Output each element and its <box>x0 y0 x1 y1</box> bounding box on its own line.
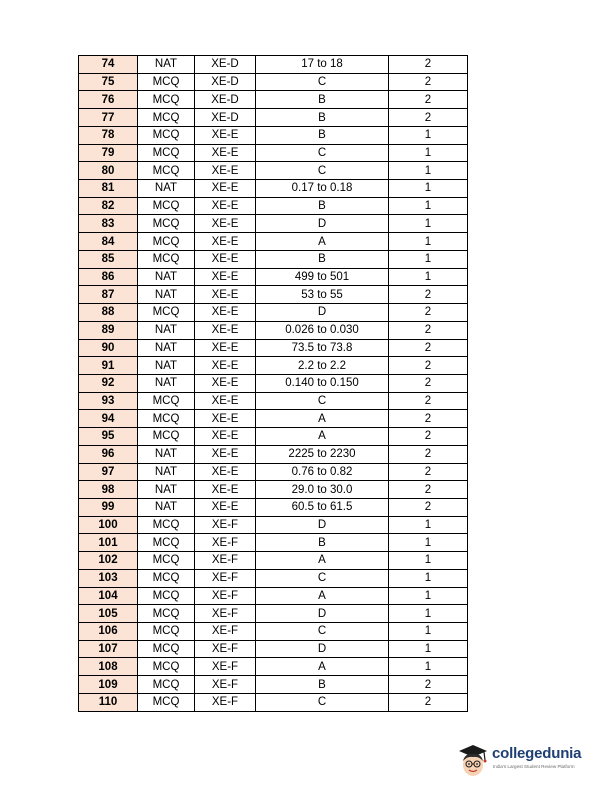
question-number-cell: 76 <box>79 91 138 109</box>
question-type-cell: MCQ <box>138 162 195 180</box>
question-number-cell: 87 <box>79 286 138 304</box>
question-type-cell: MCQ <box>138 392 195 410</box>
section-cell: XE-F <box>195 658 256 676</box>
question-number-cell: 98 <box>79 481 138 499</box>
section-cell: XE-E <box>195 392 256 410</box>
marks-cell: 2 <box>389 463 468 481</box>
section-cell: XE-D <box>195 56 256 74</box>
marks-cell: 2 <box>389 56 468 74</box>
question-number-cell: 109 <box>79 676 138 694</box>
table-row <box>79 640 468 658</box>
section-cell: XE-E <box>195 481 256 499</box>
answer-key-cell: D <box>256 304 389 322</box>
answer-key-cell: 73.5 to 73.8 <box>256 339 389 357</box>
marks-cell: 2 <box>389 481 468 499</box>
question-type-cell: NAT <box>138 56 195 74</box>
marks-cell: 1 <box>389 534 468 552</box>
answer-key-cell: C <box>256 569 389 587</box>
answer-key-cell: A <box>256 410 389 428</box>
question-type-cell: MCQ <box>138 693 195 711</box>
question-type-cell: MCQ <box>138 623 195 641</box>
answer-key-cell: B <box>256 91 389 109</box>
table-row <box>79 481 468 499</box>
marks-cell: 2 <box>389 91 468 109</box>
collegedunia-logo <box>456 742 596 782</box>
answer-key-cell: 0.17 to 0.18 <box>256 180 389 198</box>
table-row <box>79 605 468 623</box>
section-cell: XE-E <box>195 304 256 322</box>
answer-key-cell: C <box>256 623 389 641</box>
question-type-cell: MCQ <box>138 658 195 676</box>
section-cell: XE-F <box>195 693 256 711</box>
answer-key-cell: 60.5 to 61.5 <box>256 498 389 516</box>
section-cell: XE-D <box>195 109 256 127</box>
section-cell: XE-E <box>195 268 256 286</box>
question-type-cell: NAT <box>138 463 195 481</box>
question-type-cell: NAT <box>138 339 195 357</box>
brand-tagline: India's Largest Student Review Platform <box>493 764 575 769</box>
marks-cell: 1 <box>389 180 468 198</box>
marks-cell: 1 <box>389 569 468 587</box>
table-row <box>79 587 468 605</box>
answer-key-cell: 499 to 501 <box>256 268 389 286</box>
question-number-cell: 82 <box>79 197 138 215</box>
answer-key-cell: B <box>256 126 389 144</box>
answer-key-cell: 0.76 to 0.82 <box>256 463 389 481</box>
table-row <box>79 676 468 694</box>
table-row <box>79 534 468 552</box>
question-type-cell: MCQ <box>138 569 195 587</box>
question-number-cell: 110 <box>79 693 138 711</box>
table-row <box>79 357 468 375</box>
section-cell: XE-E <box>195 197 256 215</box>
table-row <box>79 56 468 74</box>
table-row <box>79 339 468 357</box>
section-cell: XE-E <box>195 357 256 375</box>
table-row <box>79 126 468 144</box>
question-type-cell: MCQ <box>138 534 195 552</box>
question-type-cell: NAT <box>138 286 195 304</box>
question-type-cell: NAT <box>138 357 195 375</box>
marks-cell: 2 <box>389 109 468 127</box>
question-number-cell: 81 <box>79 180 138 198</box>
answer-key-cell: A <box>256 658 389 676</box>
table-row <box>79 197 468 215</box>
marks-cell: 2 <box>389 357 468 375</box>
marks-cell: 2 <box>389 392 468 410</box>
marks-cell: 1 <box>389 658 468 676</box>
question-number-cell: 96 <box>79 445 138 463</box>
table-row <box>79 304 468 322</box>
marks-cell: 2 <box>389 321 468 339</box>
section-cell: XE-F <box>195 569 256 587</box>
table-row <box>79 658 468 676</box>
marks-cell: 1 <box>389 552 468 570</box>
question-type-cell: MCQ <box>138 197 195 215</box>
question-type-cell: MCQ <box>138 587 195 605</box>
marks-cell: 2 <box>389 339 468 357</box>
question-number-cell: 100 <box>79 516 138 534</box>
section-cell: XE-F <box>195 534 256 552</box>
section-cell: XE-E <box>195 463 256 481</box>
table-row <box>79 286 468 304</box>
question-number-cell: 95 <box>79 428 138 446</box>
answer-key-cell: C <box>256 392 389 410</box>
table-row <box>79 215 468 233</box>
marks-cell: 2 <box>389 498 468 516</box>
section-cell: XE-F <box>195 676 256 694</box>
question-number-cell: 85 <box>79 250 138 268</box>
marks-cell: 2 <box>389 304 468 322</box>
marks-cell: 1 <box>389 587 468 605</box>
section-cell: XE-D <box>195 73 256 91</box>
marks-cell: 2 <box>389 410 468 428</box>
graduate-mascot-icon <box>456 742 490 780</box>
question-number-cell: 101 <box>79 534 138 552</box>
answer-key-body <box>79 56 468 712</box>
section-cell: XE-F <box>195 587 256 605</box>
question-type-cell: MCQ <box>138 640 195 658</box>
question-number-cell: 94 <box>79 410 138 428</box>
section-cell: XE-E <box>195 321 256 339</box>
table-row <box>79 73 468 91</box>
question-type-cell: MCQ <box>138 250 195 268</box>
answer-key-cell: B <box>256 109 389 127</box>
question-type-cell: MCQ <box>138 91 195 109</box>
question-type-cell: MCQ <box>138 410 195 428</box>
question-number-cell: 104 <box>79 587 138 605</box>
section-cell: XE-F <box>195 516 256 534</box>
question-type-cell: NAT <box>138 481 195 499</box>
question-type-cell: NAT <box>138 180 195 198</box>
question-number-cell: 105 <box>79 605 138 623</box>
table-row <box>79 463 468 481</box>
table-row <box>79 623 468 641</box>
question-number-cell: 89 <box>79 321 138 339</box>
question-number-cell: 108 <box>79 658 138 676</box>
question-number-cell: 107 <box>79 640 138 658</box>
section-cell: XE-E <box>195 215 256 233</box>
question-number-cell: 86 <box>79 268 138 286</box>
question-type-cell: MCQ <box>138 73 195 91</box>
table-row <box>79 498 468 516</box>
question-number-cell: 97 <box>79 463 138 481</box>
marks-cell: 2 <box>389 286 468 304</box>
question-type-cell: NAT <box>138 498 195 516</box>
question-number-cell: 75 <box>79 73 138 91</box>
question-type-cell: MCQ <box>138 109 195 127</box>
answer-key-table <box>78 55 468 712</box>
section-cell: XE-E <box>195 410 256 428</box>
question-type-cell: MCQ <box>138 516 195 534</box>
question-number-cell: 88 <box>79 304 138 322</box>
section-cell: XE-E <box>195 374 256 392</box>
marks-cell: 2 <box>389 73 468 91</box>
answer-key-cell: D <box>256 640 389 658</box>
question-type-cell: MCQ <box>138 233 195 251</box>
section-cell: XE-E <box>195 144 256 162</box>
marks-cell: 1 <box>389 126 468 144</box>
table-row <box>79 180 468 198</box>
marks-cell: 2 <box>389 374 468 392</box>
table-row <box>79 250 468 268</box>
table-row <box>79 144 468 162</box>
table-row <box>79 162 468 180</box>
table-row <box>79 321 468 339</box>
table-row <box>79 693 468 711</box>
marks-cell: 1 <box>389 623 468 641</box>
answer-key-cell: A <box>256 552 389 570</box>
question-type-cell: MCQ <box>138 215 195 233</box>
question-type-cell: MCQ <box>138 605 195 623</box>
section-cell: XE-F <box>195 640 256 658</box>
question-number-cell: 92 <box>79 374 138 392</box>
marks-cell: 2 <box>389 693 468 711</box>
answer-key-cell: B <box>256 534 389 552</box>
question-type-cell: MCQ <box>138 676 195 694</box>
answer-key-cell: 2225 to 2230 <box>256 445 389 463</box>
question-number-cell: 80 <box>79 162 138 180</box>
brand-name: collegedunia <box>492 745 582 762</box>
table-row <box>79 233 468 251</box>
answer-key-cell: B <box>256 250 389 268</box>
table-row <box>79 392 468 410</box>
question-number-cell: 102 <box>79 552 138 570</box>
table-row <box>79 552 468 570</box>
answer-key-cell: D <box>256 605 389 623</box>
question-number-cell: 103 <box>79 569 138 587</box>
question-number-cell: 91 <box>79 357 138 375</box>
table-row <box>79 569 468 587</box>
marks-cell: 1 <box>389 640 468 658</box>
question-number-cell: 99 <box>79 498 138 516</box>
question-number-cell: 90 <box>79 339 138 357</box>
question-type-cell: MCQ <box>138 126 195 144</box>
marks-cell: 2 <box>389 445 468 463</box>
answer-key-cell: C <box>256 693 389 711</box>
table-row <box>79 410 468 428</box>
question-number-cell: 74 <box>79 56 138 74</box>
answer-key-cell: C <box>256 73 389 91</box>
section-cell: XE-E <box>195 428 256 446</box>
question-type-cell: NAT <box>138 268 195 286</box>
table-row <box>79 109 468 127</box>
section-cell: XE-E <box>195 339 256 357</box>
marks-cell: 1 <box>389 605 468 623</box>
section-cell: XE-F <box>195 552 256 570</box>
answer-key-cell: A <box>256 587 389 605</box>
question-number-cell: 77 <box>79 109 138 127</box>
marks-cell: 2 <box>389 676 468 694</box>
question-type-cell: NAT <box>138 445 195 463</box>
marks-cell: 1 <box>389 162 468 180</box>
section-cell: XE-E <box>195 286 256 304</box>
answer-key-cell: 0.140 to 0.150 <box>256 374 389 392</box>
answer-key-cell: 29.0 to 30.0 <box>256 481 389 499</box>
question-type-cell: NAT <box>138 374 195 392</box>
answer-key-cell: D <box>256 516 389 534</box>
answer-key-cell: 17 to 18 <box>256 56 389 74</box>
answer-key-cell: D <box>256 215 389 233</box>
marks-cell: 1 <box>389 197 468 215</box>
question-type-cell: MCQ <box>138 428 195 446</box>
table-row <box>79 374 468 392</box>
answer-key-cell: C <box>256 162 389 180</box>
marks-cell: 1 <box>389 144 468 162</box>
marks-cell: 1 <box>389 268 468 286</box>
section-cell: XE-F <box>195 605 256 623</box>
marks-cell: 1 <box>389 516 468 534</box>
answer-key-cell: C <box>256 144 389 162</box>
question-type-cell: MCQ <box>138 304 195 322</box>
question-type-cell: MCQ <box>138 144 195 162</box>
marks-cell: 1 <box>389 215 468 233</box>
question-type-cell: MCQ <box>138 552 195 570</box>
answer-key-cell: 0.026 to 0.030 <box>256 321 389 339</box>
marks-cell: 1 <box>389 233 468 251</box>
answer-key-cell: B <box>256 197 389 215</box>
question-number-cell: 106 <box>79 623 138 641</box>
section-cell: XE-E <box>195 162 256 180</box>
answer-key-cell: 53 to 55 <box>256 286 389 304</box>
section-cell: XE-E <box>195 445 256 463</box>
marks-cell: 1 <box>389 250 468 268</box>
question-number-cell: 83 <box>79 215 138 233</box>
section-cell: XE-E <box>195 180 256 198</box>
marks-cell: 2 <box>389 428 468 446</box>
table-row <box>79 91 468 109</box>
section-cell: XE-E <box>195 250 256 268</box>
answer-key-cell: A <box>256 233 389 251</box>
answer-key-cell: 2.2 to 2.2 <box>256 357 389 375</box>
table-row <box>79 268 468 286</box>
section-cell: XE-E <box>195 498 256 516</box>
question-type-cell: NAT <box>138 321 195 339</box>
answer-key-cell: A <box>256 428 389 446</box>
table-row <box>79 445 468 463</box>
question-number-cell: 93 <box>79 392 138 410</box>
section-cell: XE-E <box>195 233 256 251</box>
table-row <box>79 428 468 446</box>
question-number-cell: 78 <box>79 126 138 144</box>
question-number-cell: 84 <box>79 233 138 251</box>
section-cell: XE-E <box>195 126 256 144</box>
section-cell: XE-D <box>195 91 256 109</box>
section-cell: XE-F <box>195 623 256 641</box>
question-number-cell: 79 <box>79 144 138 162</box>
table-row <box>79 516 468 534</box>
answer-key-cell: B <box>256 676 389 694</box>
